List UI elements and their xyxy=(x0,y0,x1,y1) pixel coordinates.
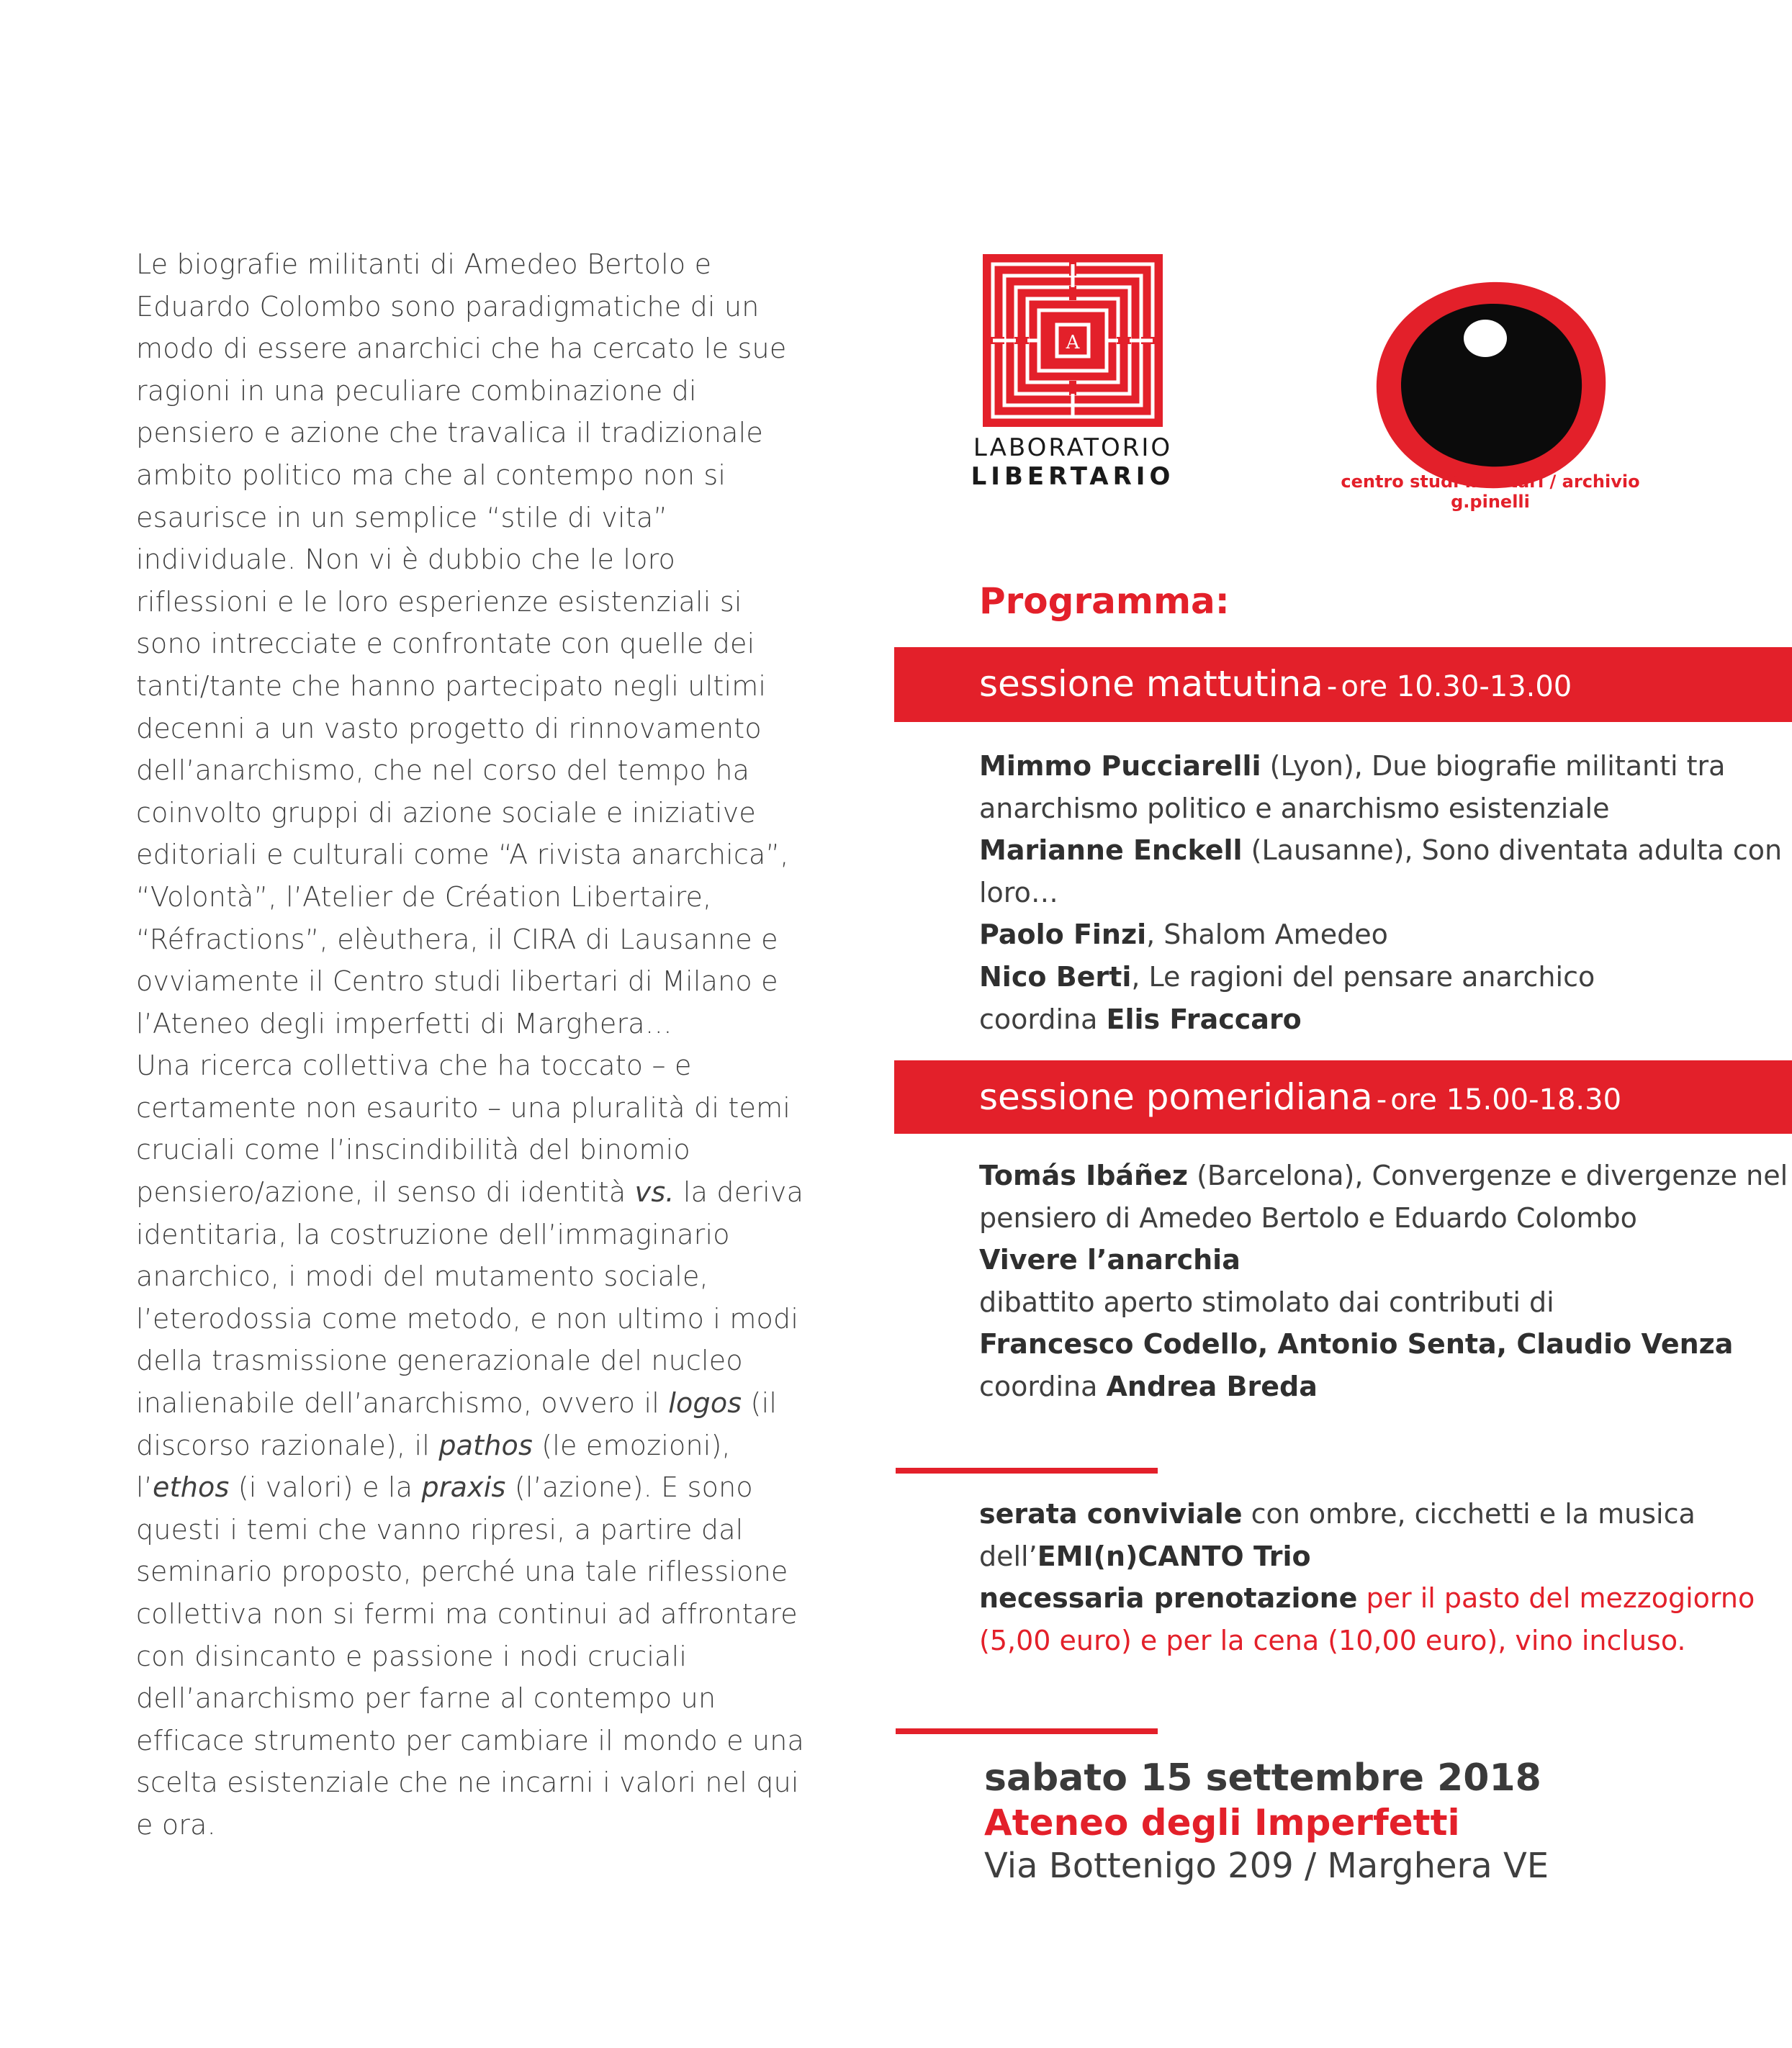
talk-title: (Lausanne), Sono diventata adulta con loro… xyxy=(979,834,1783,908)
booking-note xyxy=(979,1577,1792,1661)
laboratorio-libertario-name xyxy=(965,433,1181,491)
intro-p2-ethos: ethos xyxy=(153,1471,230,1504)
pinelli-archive-logo xyxy=(1368,274,1613,497)
session-bar-morning xyxy=(894,647,1792,722)
speaker-name: Paolo Finzi xyxy=(979,919,1147,951)
divider-1 xyxy=(896,1468,1158,1474)
session-morning-time: ore 10.30-13.00 xyxy=(1341,670,1572,703)
lab-name-line1: LABORATORIO xyxy=(973,433,1173,462)
session-afternoon-dash: - xyxy=(1376,1083,1387,1117)
lab-logo-letter: A xyxy=(1066,332,1080,353)
coord-label: coordina xyxy=(979,1003,1107,1035)
band-name: EMI(n)CANTO Trio xyxy=(1037,1540,1311,1572)
speaker-name: Nico Berti xyxy=(979,960,1132,993)
programma-title: Programma: xyxy=(979,580,1230,622)
morning-speaker-4 xyxy=(979,956,1792,998)
intro-p2-praxis: praxis xyxy=(421,1471,506,1504)
session-afternoon-name: sessione pomeridiana xyxy=(979,1076,1373,1118)
evening-description xyxy=(979,1493,1792,1577)
morning-speaker-3 xyxy=(979,914,1792,956)
speaker-name: Marianne Enckell xyxy=(979,834,1243,867)
talk-title: (Barcelona), Convergenze e divergenze nel pensiero di Amedeo Bertolo e Eduardo Colombo xyxy=(979,1160,1788,1234)
intro-text xyxy=(136,243,806,1846)
divider-2 xyxy=(896,1728,1158,1734)
talk-title: (Lyon), Due biografie militanti tra anarchismo politico e anarchismo esistenziale xyxy=(979,750,1726,824)
afternoon-program xyxy=(979,1155,1792,1408)
pinelli-caption: centro studi libertari / archivio g.pinelli xyxy=(1341,472,1640,512)
coord-label: coordina xyxy=(979,1370,1107,1402)
session-bar-afternoon xyxy=(894,1060,1792,1134)
afternoon-speaker-1 xyxy=(979,1155,1792,1239)
evening-program xyxy=(979,1493,1792,1661)
event-date: sabato 15 settembre 2018 xyxy=(984,1756,1541,1800)
morning-speaker-2 xyxy=(979,829,1792,914)
morning-program xyxy=(979,745,1792,1040)
intro-p2-pathos: pathos xyxy=(438,1429,533,1461)
intro-p2-f: (l’azione). E sono questi i temi che vanno ripresi, a partire dal seminario proposto, perché una tale riflessione collettiva non si fermi ma continui ad affrontare con disincanto e passione i nodi cruciali dell’anarchismo per farne al contempo un efficace strumento per cambiare il mondo e una scelta esistenziale che ne incarni i valori nel qui e ora. xyxy=(136,1471,805,1841)
session-morning-name: sessione mattutina xyxy=(979,663,1323,705)
morning-speaker-1 xyxy=(979,745,1792,829)
speaker-name: Mimmo Pucciarelli xyxy=(979,750,1261,782)
intro-p2-c: (il discorso razionale), il xyxy=(136,1387,778,1461)
intro-p2-e: (i valori) e la xyxy=(229,1471,422,1504)
evening-title: serata conviviale xyxy=(979,1498,1243,1530)
intro-p2-b: la deriva identitaria, la costruzione dell’immaginario anarchico, i modi del mutamento sociale, l’eterodossia come metodo, e non ultimo i modi della trasmissione generazionale del nucleo inalienabile dell’anarchismo, ovvero il xyxy=(136,1176,804,1420)
afternoon-coordinator xyxy=(979,1366,1792,1408)
intro-p2-vs: vs. xyxy=(634,1176,675,1209)
contributors: Francesco Codello, Antonio Senta, Claudio Venza xyxy=(979,1328,1734,1361)
intro-p2-logos: logos xyxy=(668,1387,742,1420)
session-morning-dash: - xyxy=(1326,670,1338,703)
intro-p2-d: (le emozioni), l’ xyxy=(136,1429,731,1504)
debate-title: Vivere l’anarchia xyxy=(979,1244,1241,1276)
evening-text: con ombre, cicchetti e la musica dell’ xyxy=(979,1498,1696,1572)
event-venue: Ateneo degli Imperfetti xyxy=(984,1802,1460,1844)
intro-paragraph-1: Le biografie militanti di Amedeo Bertolo e Eduardo Colombo sono paradigmatiche di un modo di essere anarchici che ha cercato le sue ragioni in una peculiare combinazione di pensiero e azione che travalica il tradizionale ambito politico ma che al contempo non si esaurisce in un semplice “stile di vita” individuale. Non vi è dubbio che le loro riflessioni e le loro esperienze esistenziali si sono intrecciate e confrontate con quelle dei tanti/tante che hanno partecipato negli ultimi decenni a un vasto progetto di rinnovamento dell’anarchismo, che nel corso del tempo ha coinvolto gruppi di azione sociale e iniziative editoriali e culturali come “A rivista anarchica”, “Volontà”, l’Atelier de Création Libertaire, “Réfractions”, elèuthera, il CIRA di Lausanne e ovviamente il Centro studi libertari di Milano e l’Ateneo degli imperfetti di Marghera… xyxy=(136,248,789,1039)
morning-coordinator xyxy=(979,998,1792,1041)
afternoon-debate-title xyxy=(979,1239,1792,1281)
booking-title: necessaria prenotazione xyxy=(979,1582,1358,1615)
coord-name: Elis Fraccaro xyxy=(1106,1003,1302,1035)
talk-title: , Shalom Amedeo xyxy=(1146,919,1388,951)
session-afternoon-time: ore 15.00-18.30 xyxy=(1390,1083,1622,1117)
talk-title: , Le ragioni del pensare anarchico xyxy=(1131,960,1595,993)
intro-paragraph-2 xyxy=(136,1045,806,1846)
laboratorio-libertario-logo xyxy=(983,254,1163,427)
booking-text: per il pasto del mezzogiorno (5,00 euro) e per la cena (10,00 euro), vino incluso. xyxy=(979,1582,1755,1656)
intro-p2-a: Una ricerca collettiva che ha toccato – e certamente non esaurito – una pluralità di temi cruciali come l’inscindibilità del binomio pensiero/azione, il senso di identità xyxy=(136,1050,791,1209)
afternoon-debate-desc: dibattito aperto stimolato dai contributi di xyxy=(979,1286,1554,1318)
afternoon-contributors xyxy=(979,1323,1792,1366)
lab-name-line2: LIBERTARIO xyxy=(971,462,1175,491)
speaker-name: Tomás Ibáñez xyxy=(979,1160,1188,1191)
coord-name: Andrea Breda xyxy=(1106,1370,1318,1402)
event-address: Via Bottenigo 209 / Marghera VE xyxy=(984,1846,1549,1886)
